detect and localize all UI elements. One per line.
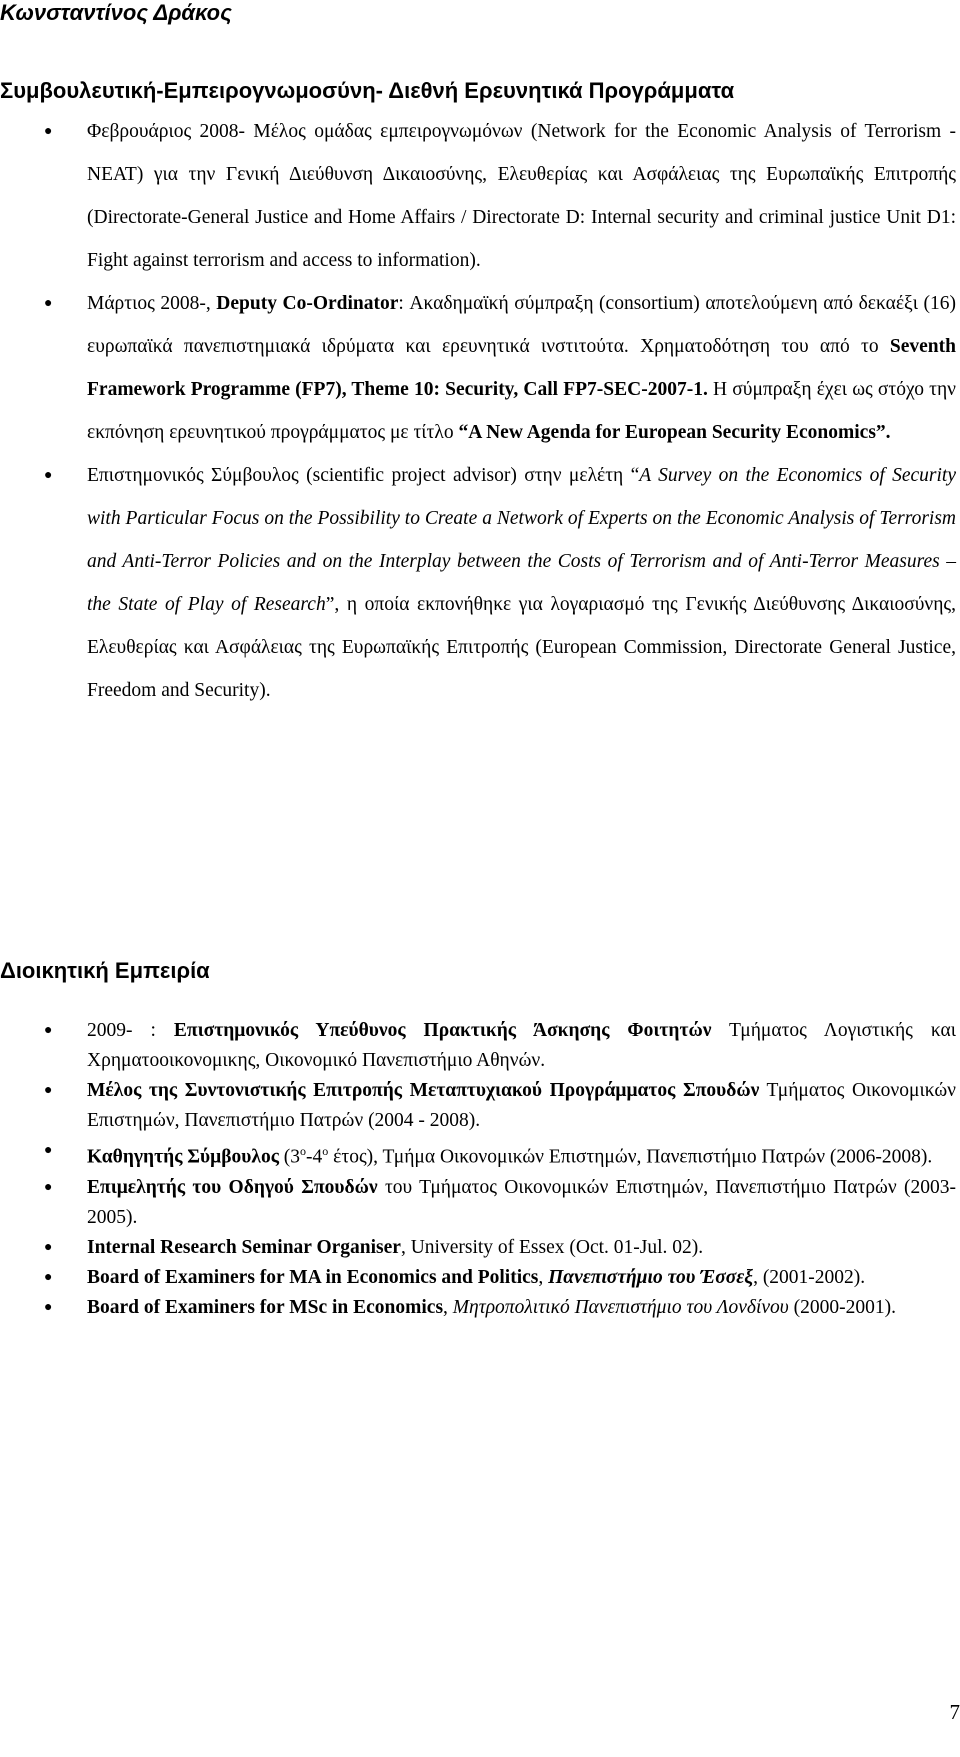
bullet-icon: ● <box>44 1269 53 1285</box>
page-number: 7 <box>949 1700 960 1724</box>
bullet-icon: ● <box>44 1143 53 1158</box>
list-item: ● Board of Examiners for MSc in Economics, Μητροπολιτικό Πανεπιστήμιο του Λονδίνου (2000-2001). <box>0 1293 960 1323</box>
bullet-icon: ● <box>44 468 53 483</box>
list-item: ● Μάρτιος 2008-, Deputy Co-Ordinator: Ακαδημαϊκή σύμπραξη (consortium) αποτελούμενη από δεκαέξι (16) ευρωπαϊκά πανεπιστημιακά ιδρύματα και ερευνητικά ινστιτούτα. Χρηματοδότηση του από το Seventh Framework Programme (FP7), Theme 10: Security, Call FP7-SEC-2007-1. Η σύμπραξη έχει ως στόχο την εκπόνηση ερευνητικού προγράμματος με τίτλο “A New Agenda for European Security Economics”. <box>0 282 960 454</box>
bullet-icon: ● <box>44 1083 53 1098</box>
bullet-icon: ● <box>44 1299 53 1315</box>
section-heading-administrative: Διοικητική Εμπειρία <box>0 958 210 983</box>
list-item: ● Board of Examiners for MA in Economics and Politics, Πανεπιστήμιο του Έσσεξ, (2001-2002). <box>0 1263 960 1293</box>
list-item: ● Internal Research Seminar Organiser, University of Essex (Oct. 01-Jul. 02). <box>0 1233 960 1263</box>
list-item: ● Επιμελητής του Οδηγού Σπουδών του Τμήματος Οικονομικών Επιστημών, Πανεπιστήμιο Πατρών (2003-2005). <box>0 1173 960 1233</box>
bullet-icon: ● <box>44 1179 53 1195</box>
list-item: ● Καθηγητής Σύμβουλος ($3^o-4^o$ έτος), Τμήμα Οικονομικών Επιστημών, Πανεπιστήμιο Πατρών (2006-2008). <box>0 1136 960 1173</box>
author-name: Κωνσταντίνος Δράκος <box>0 0 232 25</box>
list-item: ● Μέλος της Συντονιστικής Επιτροπής Μεταπτυχιακού Προγράμματος Σπουδών Τμήματος Οικονομικών Επιστημών, Πανεπιστήμιο Πατρών (2004 - 2008). <box>0 1076 960 1136</box>
list-item: ● Επιστημονικός Σύμβουλος (scientific project advisor) στην μελέτη “A Survey on the Economics of Security with Particular Focus on the Possibility to Create a Network of Experts on the Economic Analysis of Terrorism and Anti-Terror Policies and on the Interplay between the Costs of Terrorism and of Anti-Terror Measures – the State of Play of Research”, η οποία εκπονήθηκε για λογαριασμό της Γενικής Διεύθυνσης Δικαιοσύνης, Ελευθερίας και Ασφάλειας της Ευρωπαϊκής Επιτροπής (European Commission, Directorate General Justice, Freedom and Security). <box>0 454 960 712</box>
bullet-icon: ● <box>44 1239 53 1255</box>
administrative-list <box>0 1016 960 1323</box>
bullet-icon: ● <box>44 124 53 139</box>
list-item: ● 2009- : Επιστημονικός Υπεύθυνος Πρακτικής Άσκησης Φοιτητών Τμήματος Λογιστικής και Χρηματοοικονομικης, Οικονομικό Πανεπιστήμιο Αθηνών. <box>0 1016 960 1076</box>
list-item: ● Φεβρουάριος 2008- Μέλος ομάδας εμπειρογνωμόνων (Network for the Economic Analysis of Terrorism - NEAT) για την Γενική Διεύθυνση Δικαιοσύνης, Ελευθερίας και Ασφάλειας της Ευρωπαϊκής Επιτροπής (Directorate-General Justice and Home Affairs / Directorate D: Internal security and criminal justice Unit D1: Fight against terrorism and access to information). <box>0 110 960 282</box>
section-heading-consulting: Συμβουλευτική-Εμπειρογνωμοσύνη- Διεθνή Ερευνητικά Προγράμματα <box>0 78 735 103</box>
bullet-icon: ● <box>44 296 53 311</box>
bullet-icon: ● <box>44 1023 53 1038</box>
consulting-list <box>0 110 960 712</box>
